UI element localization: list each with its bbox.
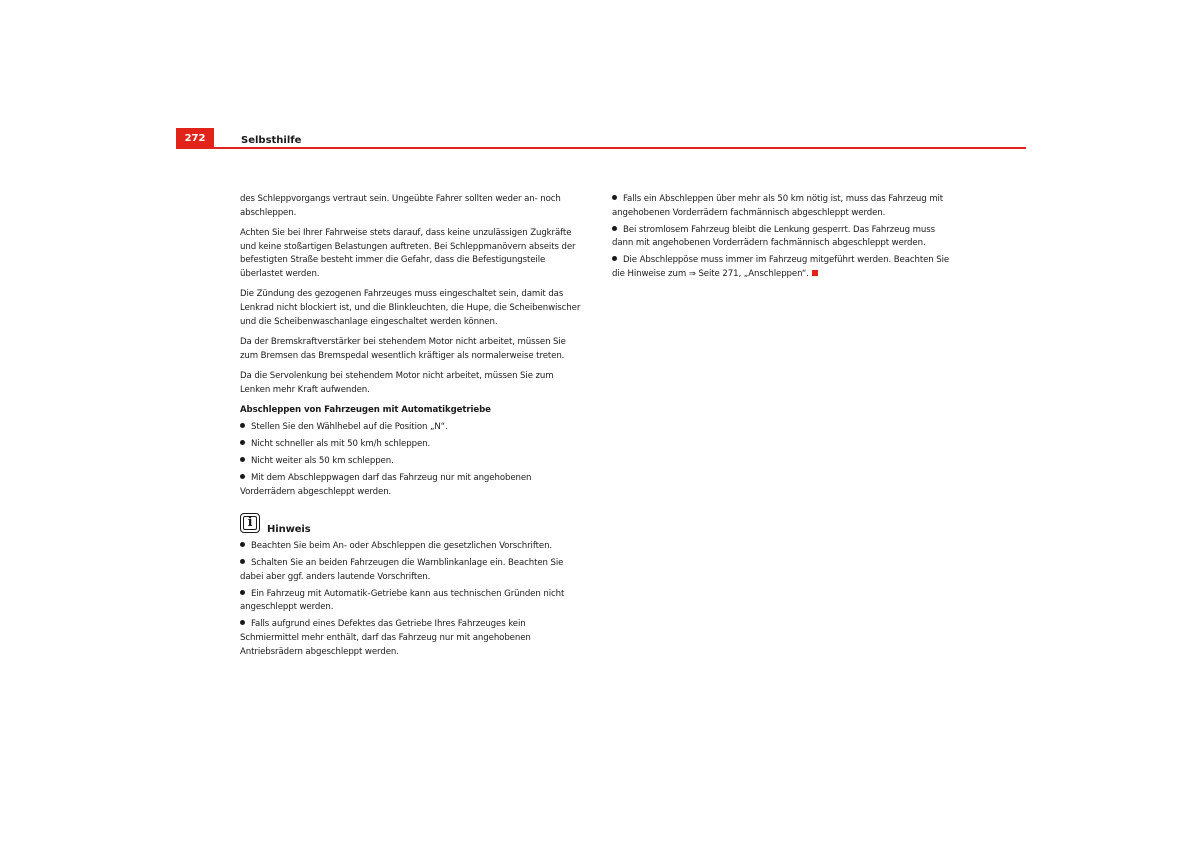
bullet-icon <box>240 440 245 445</box>
note-header <box>240 513 585 537</box>
paragraph: Da die Servolenkung bei stehendem Motor nicht arbeitet, müssen Sie zum Lenken mehr Kraft aufwenden. <box>240 371 554 395</box>
list-item: Mit dem Abschleppwagen darf das Fahrzeug nur mit angehobenen Vorderrädern abgeschleppt werden. <box>240 473 532 497</box>
note-title: Hinweis <box>267 524 311 536</box>
bullet-icon <box>612 195 617 200</box>
bullet-icon <box>240 457 245 462</box>
bullet-icon <box>612 256 617 261</box>
header-rule <box>176 147 1026 149</box>
page-header <box>176 128 1026 149</box>
paragraph: Achten Sie bei Ihrer Fahrweise stets darauf, dass keine unzulässigen Zugkräfte und keine stoßartigen Belastungen auftreten. Bei Schleppmanövern abseits der befestigten Straße besteht immer die Gefahr, dass die Befestigungsteile überlastet werden. <box>240 228 576 279</box>
bullet-icon <box>240 423 245 428</box>
page-number: 272 <box>176 128 214 148</box>
left-column <box>240 193 585 663</box>
list-item: Schalten Sie an beiden Fahrzeugen die Warnblinkanlage ein. Beachten Sie dabei aber ggf. anders lautende Vorschriften. <box>240 558 564 582</box>
list-item: Falls ein Abschleppen über mehr als 50 km nötig ist, muss das Fahrzeug mit angehobenen Vorderrädern fachmännisch abgeschleppt werden. <box>612 194 944 218</box>
bullet-icon <box>240 542 245 547</box>
paragraph: des Schleppvorgangs vertraut sein. Ungeübte Fahrer sollten weder an- noch abschleppen. <box>240 194 561 218</box>
list-item: Bei stromlosem Fahrzeug bleibt die Lenkung gesperrt. Das Fahrzeug muss dann mit angehobenen Vorderrädern fachmännisch abgeschleppt werden. <box>612 224 935 249</box>
bullet-icon <box>240 590 245 595</box>
paragraph: Da der Bremskraftverstärker bei stehendem Motor nicht arbeitet, müssen Sie zum Bremsen das Bremspedal wesentlich kräftiger als normalerweise treten. <box>240 337 566 361</box>
list-item: Nicht weiter als 50 km schleppen. <box>240 455 585 469</box>
section-heading: Abschleppen von Fahrzeugen mit Automatikgetriebe <box>240 405 491 416</box>
bullet-icon <box>240 474 245 479</box>
section-end-icon <box>812 270 818 276</box>
info-icon: i <box>240 513 260 533</box>
bullet-icon <box>240 559 245 564</box>
list-item: Nicht schneller als mit 50 km/h schleppen. <box>240 438 585 452</box>
list-item: Ein Fahrzeug mit Automatik-Getriebe kann aus technischen Gründen nicht angeschleppt werden. <box>240 588 565 613</box>
list-item: Die Abschleppöse muss immer im Fahrzeug mitgeführt werden. Beachten Sie die Hinweise zum ⇒ Seite 271, „Anschleppen“. <box>612 255 950 279</box>
list-item: Falls aufgrund eines Defektes das Getriebe Ihres Fahrzeuges kein Schmiermittel mehr enthält, darf das Fahrzeug nur mit angehobenen Antriebsrädern abgeschleppt werden. <box>240 619 531 657</box>
list-item: Beachten Sie beim An- oder Abschleppen die gesetzlichen Vorschriften. <box>240 540 585 554</box>
chapter-title: Selbsthilfe <box>241 135 302 146</box>
bullet-icon <box>240 620 245 625</box>
bullet-icon <box>612 226 617 231</box>
right-column <box>612 193 957 285</box>
paragraph: Die Zündung des gezogenen Fahrzeuges muss eingeschaltet sein, damit das Lenkrad nicht blockiert ist, und die Blinkleuchten, die Hupe, die Scheibenwischer und die Scheibenwaschanlage eingeschaltet werden können. <box>240 289 581 327</box>
list-item: Stellen Sie den Wählhebel auf die Position „N“. <box>240 421 585 435</box>
